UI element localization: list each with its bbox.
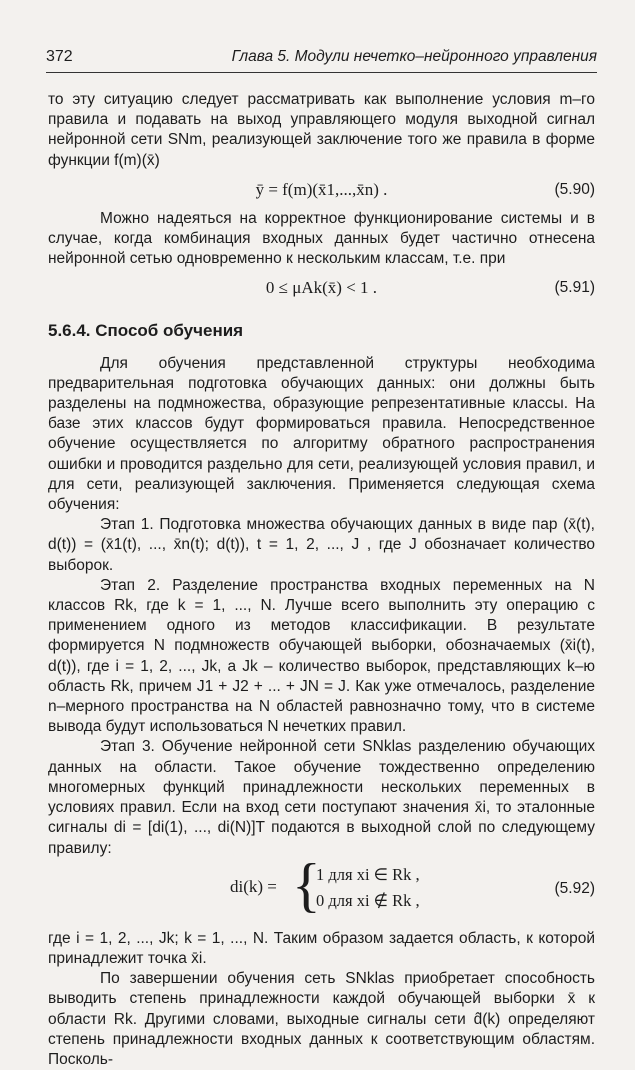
equation-5-91	[48, 269, 595, 307]
running-header	[46, 48, 597, 73]
left-brace: {	[292, 851, 321, 918]
equation-5-92	[48, 851, 595, 929]
paragraph: По завершении обучения сеть SNklas приобретает способность выводить степень принадлежности каждой обучающей выборки x̄ к области Rk. Другими словами, выходные сигналы сети d̂(k) определяют степень принадлежности входных данных к соответствующим областям. Посколь-	[48, 970, 595, 1068]
chapter-title: Глава 5. Модули нечетко–нейронного управления	[231, 48, 597, 65]
page-number: 372	[46, 48, 73, 65]
stage-2-paragraph: Этап 2. Разделение пространства входных переменных на N классов Rk, где k = 1, ..., N. Лучше всего выполнить эту операцию с применением одного из методов классификации. В результате формируется N подмножеств обучающей выборки, обозначаемых (x̄i(t), d(t)), где i = 1, 2, ..., Jk, а Jk – количество выборок, представляющих k–ю область Rk, причем J1 + J2 + ... + JN = J. Как уже отмечалось, разделение n–мерного пространства на N областей равнозначно тому, что в системе вывода будут использоваться N нечетких правил.	[48, 576, 595, 736]
section-heading: 5.6.4. Способ обучения	[48, 321, 244, 341]
stage-3-paragraph: Этап 3. Обучение нейронной сети SNklas разделению обучающих данных на области. Такое обучение тождественно определению многомерных функций принадлежности нескольких переменных в условиях правил. Если на вход сети поступают значения x̄i, то эталонные сигналы di = [di(1), ..., di(N)]T подаются в выходной слой по следующему правилу:	[48, 738, 595, 857]
equation-formula: 0 ≤ μAk(x̄) < 1 .	[265, 278, 378, 298]
page-body	[48, 90, 595, 1070]
equation-number: (5.91)	[554, 279, 595, 297]
equation-case-1: 1 для xi ∈ Rk ,	[316, 864, 420, 884]
equation-number: (5.90)	[554, 180, 595, 198]
equation-formula: ȳ = f(m)(x̄1,...,x̄n) .	[255, 179, 388, 199]
equation-number: (5.92)	[554, 879, 595, 897]
equation-lhs: di(k) =	[230, 876, 277, 896]
paragraph: Можно надеяться на корректное функционирование системы и в случае, когда комбинация входных данных будет частично отнесена нейронной сетью одновременно к нескольким классам, т.е. при	[48, 209, 595, 268]
equation-case-2: 0 для xi ∉ Rk ,	[316, 890, 420, 910]
stage-1-paragraph: Этап 1. Подготовка множества обучающих данных в виде пар (x̄(t), d(t)) = (x̄1(t), ..., x̄n(t); d(t)), t = 1, 2, ..., J , где J обозначает количество выборок.	[48, 516, 595, 574]
equation-5-90	[48, 171, 595, 209]
paragraph: где i = 1, 2, ..., Jk; k = 1, ..., N. Таким образом задается область, к которой принадлежит точка x̄i.	[48, 929, 595, 967]
paragraph: то эту ситуацию следует рассматривать как выполнение условия m–го правила и подавать на выход управляющего модуля выходной сигнал нейронной сети SNm, реализующей заключение того же правила в форме функции f(m)(x̄)	[48, 91, 595, 169]
paragraph: Для обучения представленной структуры необходима предварительная подготовка обучающих данных: они должны быть разделены на подмножества, образующие репрезентативные классы. На базе этих классов будут формироваться правила. Непосредственное обучение осуществляется по алгоритму обратного распространения ошибки и проводится раздельно для сети, реализующей условия правил, и для сети, реализующей заключения. Применяется следующая схема обучения:	[48, 354, 595, 514]
